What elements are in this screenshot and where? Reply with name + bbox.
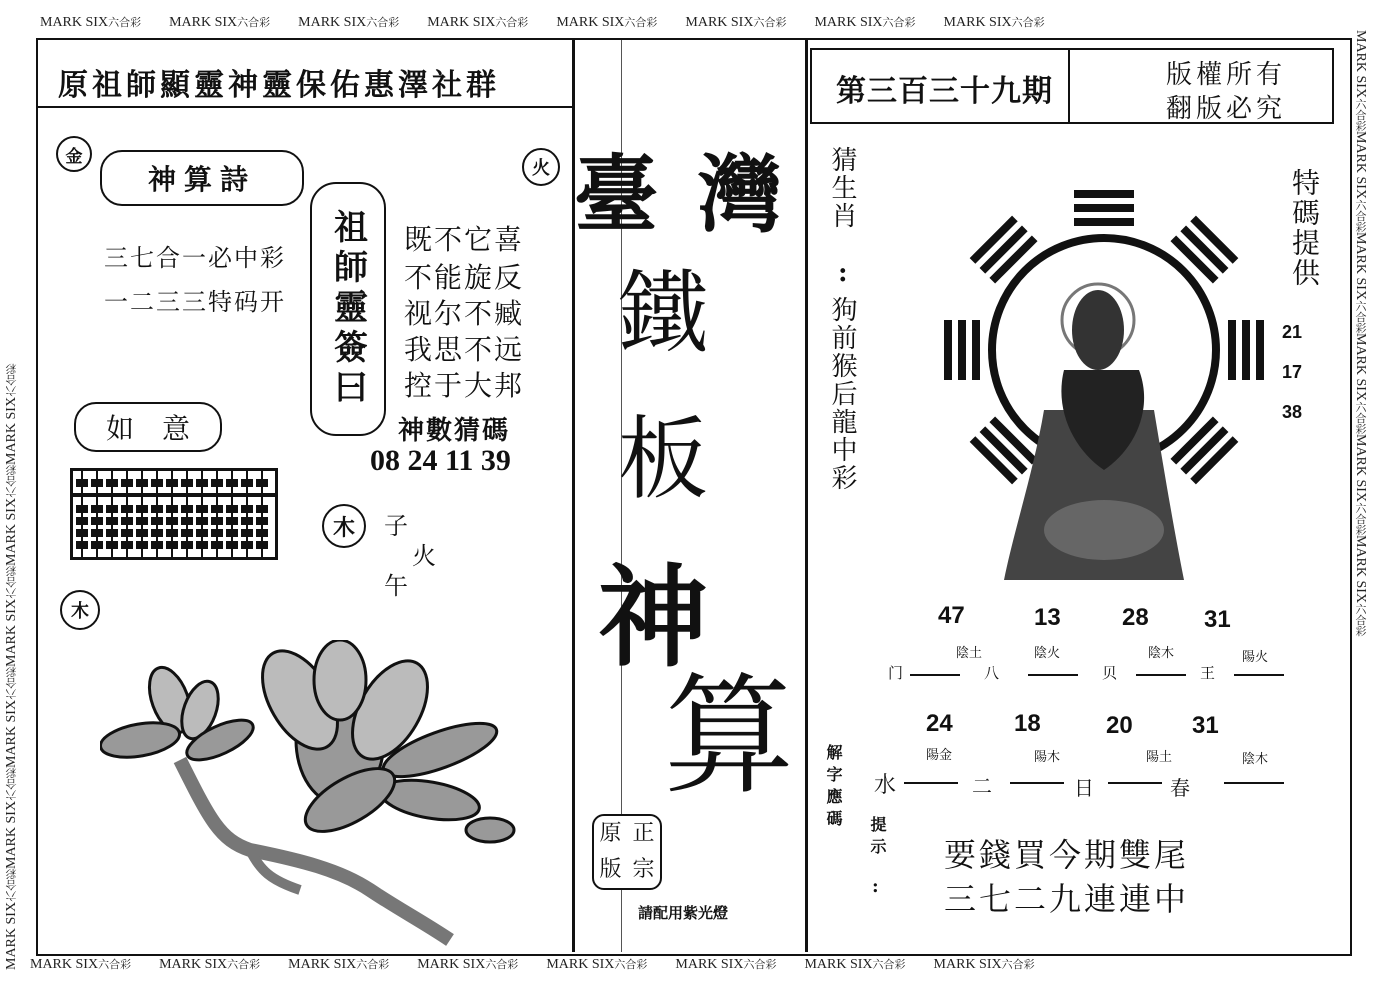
- copyright-line-1: 版權所有: [1166, 60, 1287, 90]
- special-number-3: 38: [1282, 402, 1303, 422]
- watermark-liuhecai: 六合彩: [882, 17, 916, 29]
- watermark-unit: [4, 869, 19, 970]
- verse-line-2: 一二三三特码开: [104, 288, 286, 316]
- row2-char-3: 日: [1074, 776, 1094, 800]
- watermark-liuhecai: 六合彩: [6, 868, 18, 902]
- abacus-image: [70, 468, 278, 560]
- row2-char-4: 春: [1170, 776, 1190, 800]
- stamp-char-3: 版: [599, 857, 622, 882]
- watermark-liuhecai: 六合彩: [6, 565, 18, 599]
- oracle-line-1: 既不它喜: [404, 223, 525, 256]
- row1-char-1: 门: [888, 664, 904, 682]
- watermark-liuhecai: 六合彩: [1354, 98, 1366, 132]
- poem-title-text: 神算詩: [147, 163, 256, 196]
- watermark-mark-six: MARK SIX: [685, 15, 754, 30]
- watermark-mark-six: MARK SIX: [4, 901, 19, 970]
- title-char-4: 板: [618, 407, 708, 512]
- watermark-liuhecai: 六合彩: [6, 767, 18, 801]
- watermark-mark-six: MARK SIX: [1353, 434, 1368, 503]
- uv-light-note: 請配用紫光燈: [638, 904, 729, 922]
- hint-line-2: 三七二九連連中: [944, 880, 1190, 918]
- stamp-char-4: 宗: [632, 857, 655, 882]
- row2-number-4: 31: [1192, 712, 1219, 739]
- special-number-1: 21: [1282, 322, 1303, 342]
- watermark-liuhecai: 六合彩: [1011, 17, 1045, 29]
- title-char-1: 臺: [574, 145, 659, 244]
- watermark-liuhecai: 六合彩: [237, 17, 271, 29]
- bagua-deity-illustration: [934, 170, 1264, 590]
- poem-title: [100, 150, 304, 206]
- watermark-liuhecai: 六合彩: [1354, 603, 1366, 637]
- row1-char-2: 八: [984, 664, 1000, 682]
- watermark-liuhecai: 六合彩: [366, 17, 400, 29]
- huo-char: 火: [412, 542, 436, 570]
- watermark-unit: [417, 957, 518, 972]
- row2-dash-3: [1108, 782, 1162, 784]
- left-header: 原祖師顯靈神靈保佑惠澤社群: [58, 68, 500, 103]
- row1-dash-2: [1028, 674, 1078, 676]
- wu-char: 午: [384, 572, 408, 600]
- watermark-mark-six: MARK SIX: [427, 15, 496, 30]
- watermark-unit: [427, 15, 528, 30]
- special-number-2: 17: [1282, 362, 1303, 382]
- watermark-mark-six: MARK SIX: [4, 800, 19, 869]
- watermark-unit: [1353, 30, 1368, 131]
- hint-colon: :: [872, 876, 879, 897]
- badge-wood-mid: 木: [322, 504, 366, 548]
- watermark-unit: [288, 957, 389, 972]
- row2-char-1: 水: [874, 773, 897, 798]
- row1-number-4: 31: [1204, 606, 1231, 633]
- watermark-liuhecai: 六合彩: [6, 666, 18, 700]
- row1-dash-1: [910, 674, 960, 676]
- watermark-unit: [675, 957, 776, 972]
- watermark-right: [1352, 30, 1368, 970]
- watermark-unit: [1353, 333, 1368, 434]
- badge-metal: 金: [56, 136, 92, 172]
- special-label: 特碼提供: [1288, 168, 1321, 288]
- watermark-mark-six: MARK SIX: [933, 957, 1002, 972]
- watermark-unit: [4, 465, 19, 566]
- watermark-liuhecai: 六合彩: [485, 959, 519, 971]
- watermark-liuhecai: 六合彩: [1354, 502, 1366, 536]
- watermark-mark-six: MARK SIX: [675, 957, 744, 972]
- abacus-graphic: [73, 471, 275, 557]
- stamp-char-2: 正: [632, 821, 655, 846]
- watermark-unit: [4, 667, 19, 768]
- hint-line-1: 要錢買今期雙尾: [944, 836, 1190, 874]
- row1-tag-4: 陽火: [1242, 650, 1269, 665]
- stamp-char-1: 原: [599, 821, 622, 846]
- watermark-unit: [814, 15, 915, 30]
- issue-number: 第三百三十九期: [836, 74, 1053, 109]
- watermark-mark-six: MARK SIX: [169, 15, 238, 30]
- watermark-mark-six: MARK SIX: [1353, 535, 1368, 604]
- watermark-unit: [556, 15, 657, 30]
- row1-dash-4: [1234, 674, 1284, 676]
- oracle-line-5: 控于大邦: [404, 369, 525, 402]
- watermark-unit: [1353, 131, 1368, 232]
- watermark-unit: [934, 957, 1035, 972]
- watermark-mark-six: MARK SIX: [4, 598, 19, 667]
- copyright-line-2: 翻版必究: [1166, 94, 1287, 124]
- watermark-unit: [30, 957, 131, 972]
- row2-tag-2: 陽木: [1034, 750, 1061, 765]
- row1-tag-3: 陰木: [1148, 646, 1175, 661]
- row2-char-2: 二: [972, 774, 992, 798]
- title-char-5: 神: [598, 553, 708, 682]
- row1-number-3: 28: [1122, 604, 1149, 631]
- watermark-unit: [944, 15, 1045, 30]
- watermark-mark-six: MARK SIX: [556, 15, 625, 30]
- oracle-line-2: 不能旋反: [404, 261, 525, 294]
- row1-number-1: 47: [938, 602, 965, 629]
- watermark-mark-six: MARK SIX: [1353, 131, 1368, 200]
- watermark-mark-six: MARK SIX: [1353, 30, 1368, 99]
- row2-number-1: 24: [926, 710, 953, 737]
- authentic-stamp: [592, 814, 662, 890]
- watermark-liuhecai: 六合彩: [1354, 300, 1366, 334]
- watermark-unit: [40, 15, 141, 30]
- watermark-mark-six: MARK SIX: [4, 497, 19, 566]
- watermark-mark-six: MARK SIX: [417, 957, 486, 972]
- watermark-mark-six: MARK SIX: [298, 15, 367, 30]
- watermark-liuhecai: 六合彩: [614, 959, 648, 971]
- watermark-mark-six: MARK SIX: [288, 957, 357, 972]
- watermark-mark-six: MARK SIX: [4, 699, 19, 768]
- watermark-liuhecai: 六合彩: [624, 17, 658, 29]
- guess-numbers: 08 24 11 39: [370, 444, 511, 477]
- watermark-mark-six: MARK SIX: [40, 15, 109, 30]
- row1-tag-1: 陰土: [956, 646, 983, 661]
- row1-tag-2: 陰火: [1034, 646, 1061, 661]
- watermark-unit: [685, 15, 786, 30]
- row2-dash-2: [1010, 782, 1064, 784]
- watermark-unit: [298, 15, 399, 30]
- zodiac-answer: 狗前猴后龍中彩: [827, 296, 857, 492]
- title-char-6: 算: [664, 660, 795, 812]
- zodiac-label: 猜生肖: [827, 146, 857, 230]
- watermark-mark-six: MARK SIX: [804, 957, 873, 972]
- verse-line-1: 三七合一必中彩: [104, 244, 286, 272]
- watermark-mark-six: MARK SIX: [30, 957, 99, 972]
- watermark-mark-six: MARK SIX: [1353, 333, 1368, 402]
- watermark-mark-six: MARK SIX: [943, 15, 1012, 30]
- watermark-unit: [4, 566, 19, 667]
- row2-dash-1: [904, 782, 958, 784]
- watermark-liuhecai: 六合彩: [872, 959, 906, 971]
- watermark-liuhecai: 六合彩: [6, 464, 18, 498]
- oracle-line-3: 视尔不臧: [404, 297, 525, 330]
- title-char-2: 灣: [698, 145, 783, 244]
- row1-dash-3: [1136, 674, 1186, 676]
- watermark-unit: [4, 768, 19, 869]
- guess-label: 神數猜碼: [398, 416, 511, 446]
- watermark-mark-six: MARK SIX: [814, 15, 883, 30]
- row1-number-2: 13: [1034, 604, 1061, 631]
- zi-char: 子: [384, 512, 408, 540]
- watermark-unit: [546, 957, 647, 972]
- watermark-unit: [4, 364, 19, 465]
- watermark-mark-six: MARK SIX: [1353, 232, 1368, 301]
- row2-tag-3: 陽土: [1146, 750, 1173, 765]
- watermark-liuhecai: 六合彩: [495, 17, 529, 29]
- decode-label: 解字應碼: [824, 744, 843, 832]
- zodiac-colon: :: [838, 258, 848, 288]
- ruyi-box: [74, 402, 222, 452]
- oracle-title: [310, 182, 386, 436]
- watermark-bottom: [30, 956, 1370, 973]
- row2-tag-4: 陰木: [1242, 752, 1269, 767]
- row1-char-4: 王: [1200, 664, 1216, 682]
- watermark-liuhecai: 六合彩: [753, 17, 787, 29]
- watermark-liuhecai: 六合彩: [227, 959, 261, 971]
- watermark-unit: [159, 957, 260, 972]
- watermark-mark-six: MARK SIX: [4, 396, 19, 465]
- watermark-unit: [804, 957, 905, 972]
- badge-wood-bottom: 木: [60, 590, 100, 630]
- watermark-unit: [1353, 434, 1368, 535]
- watermark-mark-six: MARK SIX: [546, 957, 615, 972]
- watermark-liuhecai: 六合彩: [1354, 199, 1366, 233]
- row2-number-2: 18: [1014, 710, 1041, 737]
- magnolia-illustration: [100, 640, 550, 950]
- ruyi-text: 如 意: [105, 412, 190, 445]
- watermark-liuhecai: 六合彩: [98, 959, 132, 971]
- watermark-unit: [1353, 535, 1368, 636]
- watermark-liuhecai: 六合彩: [6, 363, 18, 397]
- oracle-title-text: 祖師靈簽曰: [327, 209, 368, 409]
- watermark-liuhecai: 六合彩: [356, 959, 390, 971]
- title-char-3: 鐵: [618, 261, 708, 366]
- row1-char-3: 贝: [1102, 664, 1118, 682]
- watermark-unit: [1353, 232, 1368, 333]
- watermark-liuhecai: 六合彩: [1001, 959, 1035, 971]
- row2-dash-4: [1224, 782, 1284, 784]
- row2-number-3: 20: [1106, 712, 1133, 739]
- watermark-left: [4, 30, 20, 970]
- watermark-mark-six: MARK SIX: [159, 957, 228, 972]
- divider-right: [805, 40, 808, 952]
- watermark-unit: [169, 15, 270, 30]
- badge-fire: 火: [522, 148, 560, 186]
- oracle-line-4: 我思不远: [404, 333, 525, 366]
- row2-tag-1: 陽金: [926, 748, 953, 763]
- watermark-liuhecai: 六合彩: [743, 959, 777, 971]
- watermark-liuhecai: 六合彩: [1354, 401, 1366, 435]
- hint-label: 提示: [868, 816, 887, 860]
- watermark-top: [40, 14, 1380, 31]
- watermark-liuhecai: 六合彩: [108, 17, 142, 29]
